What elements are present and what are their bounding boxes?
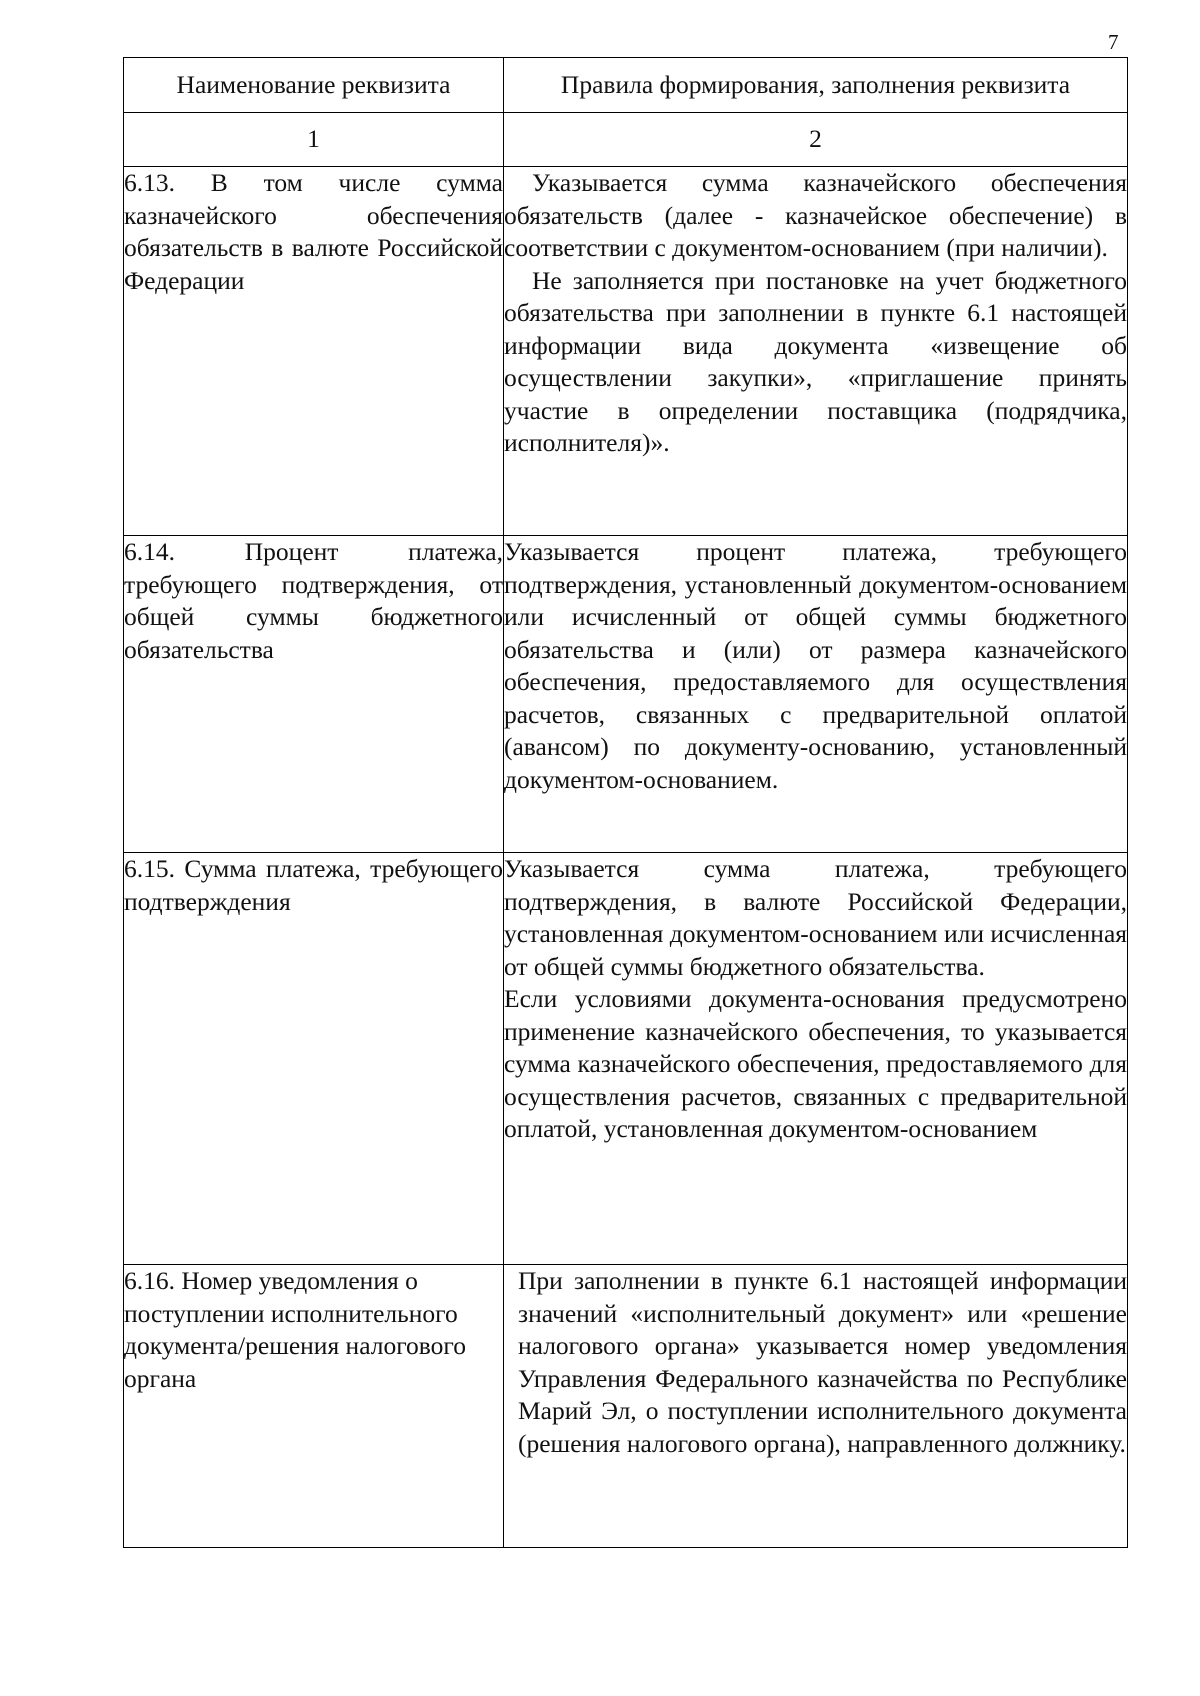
header-requisite-name: Наименование реквизита: [124, 58, 504, 113]
column-number-1: 1: [124, 113, 504, 167]
table-row: [124, 853, 1128, 1265]
rules-paragraph: Указывается сумма казначейского обеспечения обязательств (далее - казначейское обеспечение) в соответствии с документом-основанием (при наличии).: [504, 168, 1127, 262]
requisite-name-6-16: 6.16. Номер уведомления о поступлении исполнительного документа/решения налогового органа: [124, 1265, 504, 1548]
rules-paragraph: Если условиями документа-основания предусмотрено применение казначейского обеспечения, то указывается сумма казначейского обеспечения, предоставляемого для осуществления расчетов, связанных с предварительной оплатой, установленная документом-основанием: [504, 984, 1127, 1143]
requisite-name-6-13: 6.13. В том числе сумма казначейского обеспечения обязательств в валюте Российской Федерации: [124, 167, 504, 536]
table-row: [124, 1265, 1128, 1548]
table-header-row: [124, 58, 1128, 113]
column-number-row: [124, 113, 1128, 167]
rules-paragraph: При заполнении в пункте 6.1 настоящей информации значений «исполнительный документ» или «решение налогового органа» указывается номер уведомления Управления Федерального казначейства по Республике Марий Эл, о поступлении исполнительного документа (решения налогового органа), направленного должнику.: [518, 1266, 1127, 1458]
requisite-name-6-14: 6.14. Процент платежа, требующего подтверждения, от общей суммы бюджетного обязательства: [124, 536, 504, 853]
table-row: [124, 536, 1128, 853]
rules-paragraph: Указывается процент платежа, требующего подтверждения, установленный документом-основанием или исчисленный от общей суммы бюджетного обязательства и (или) от размера казначейского обеспечения, предоставляемого для осуществления расчетов, связанных с предварительной оплатой (авансом) по документу-основанию, установленный документом-основанием.: [504, 537, 1127, 794]
page-number: 7: [1108, 30, 1119, 54]
table-row: [124, 167, 1128, 536]
requisite-rules-6-15: [504, 853, 1128, 1265]
requisite-rules-6-13: [504, 167, 1128, 536]
requisites-table: [123, 57, 1128, 1548]
requisite-name-6-15: 6.15. Сумма платежа, требующего подтверждения: [124, 853, 504, 1265]
rules-paragraph: Не заполняется при постановке на учет бюджетного обязательства при заполнении в пункте 6.1 настоящей информации вида документа «извещение об осуществлении закупки», «приглашение принять участие в определении поставщика (подрядчика, исполнителя)».: [504, 265, 1127, 457]
header-filling-rules: Правила формирования, заполнения реквизита: [504, 58, 1128, 113]
requisite-rules-6-16: [504, 1265, 1128, 1548]
column-number-2: 2: [504, 113, 1128, 167]
rules-paragraph: Указывается сумма платежа, требующего подтверждения, в валюте Российской Федерации, установленная документом-основанием или исчисленная от общей суммы бюджетного обязательства.: [504, 854, 1127, 981]
requisite-rules-6-14: [504, 536, 1128, 853]
